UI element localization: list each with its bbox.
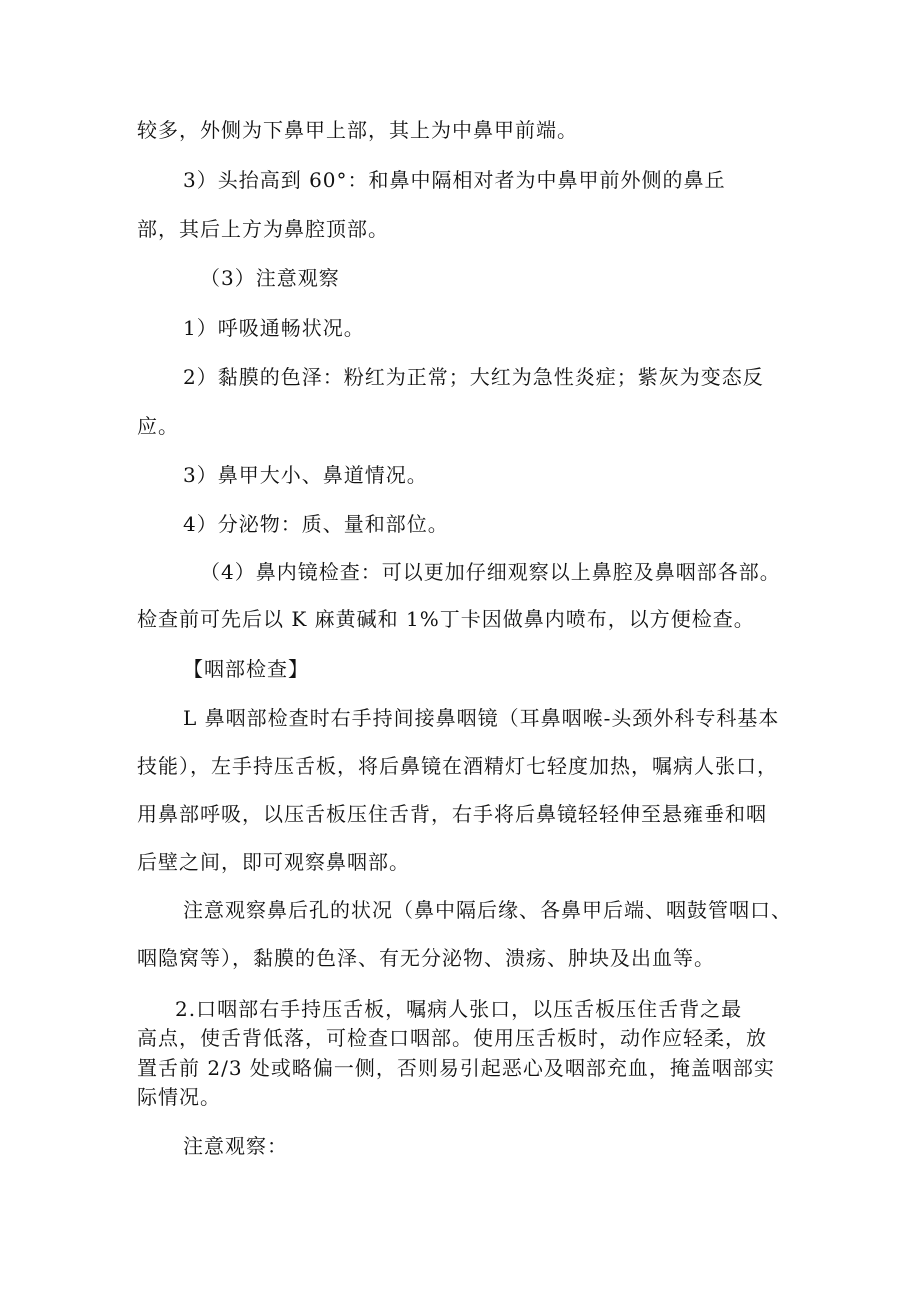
section-heading: （3）注意观察 <box>200 266 340 290</box>
section-heading: 【咽部检查】 <box>183 657 309 681</box>
text-line: 3）头抬高到 60°：和鼻中隔相对者为中鼻甲前外侧的鼻丘 <box>183 168 726 192</box>
text-line: 注意观察鼻后孔的状况（鼻中隔后缘、各鼻甲后端、咽鼓管咽口、 <box>183 898 792 922</box>
text-line: （4）鼻内镜检查：可以更加仔细观察以上鼻腔及鼻咽部各部。 <box>200 560 781 584</box>
text-line: 3）鼻甲大小、鼻道情况。 <box>183 463 428 487</box>
text-line: L 鼻咽部检查时右手持间接鼻咽镜（耳鼻咽喉-头颈外科专科基本 <box>183 706 780 730</box>
text-line: 应。 <box>137 414 179 438</box>
section-heading: 注意观察： <box>183 1134 288 1158</box>
text-line: 部，其后上方为鼻腔顶部。 <box>137 217 389 241</box>
text-line: 2.口咽部右手持压舌板，嘱病人张口，以压舌板压住舌背之最 <box>175 997 743 1021</box>
text-line: 检查前可先后以 K 麻黄碱和 1%丁卡因做鼻内喷布，以方便检查。 <box>137 607 755 631</box>
text-line: 置舌前 2/3 处或略偏一侧，否则易引起恶心及咽部充血，掩盖咽部实 <box>137 1056 775 1080</box>
text-line: 后壁之间，即可观察鼻咽部。 <box>137 850 410 874</box>
text-line: 用鼻部呼吸，以压舌板压住舌背，右手将后鼻镜轻轻伸至悬雍垂和咽 <box>137 802 767 826</box>
text-line: 4）分泌物：质、量和部位。 <box>183 512 449 536</box>
text-line: 际情况。 <box>137 1085 221 1109</box>
text-line: 2）黏膜的色泽：粉红为正常；大红为急性炎症；紫灰为变态反 <box>183 365 764 389</box>
text-line: 咽隐窝等），黏膜的色泽、有无分泌物、溃疡、肿块及出血等。 <box>137 946 715 970</box>
text-line: 高点，使舌背低落，可检查口咽部。使用压舌板时，动作应轻柔，放 <box>137 1026 767 1050</box>
text-line: 1）呼吸通畅状况。 <box>183 316 365 340</box>
text-line: 技能），左手持压舌板，将后鼻镜在酒精灯七轻度加热，嘱病人张口， <box>137 754 778 778</box>
text-line: 较多，外侧为下鼻甲上部，其上为中鼻甲前端。 <box>137 118 578 142</box>
